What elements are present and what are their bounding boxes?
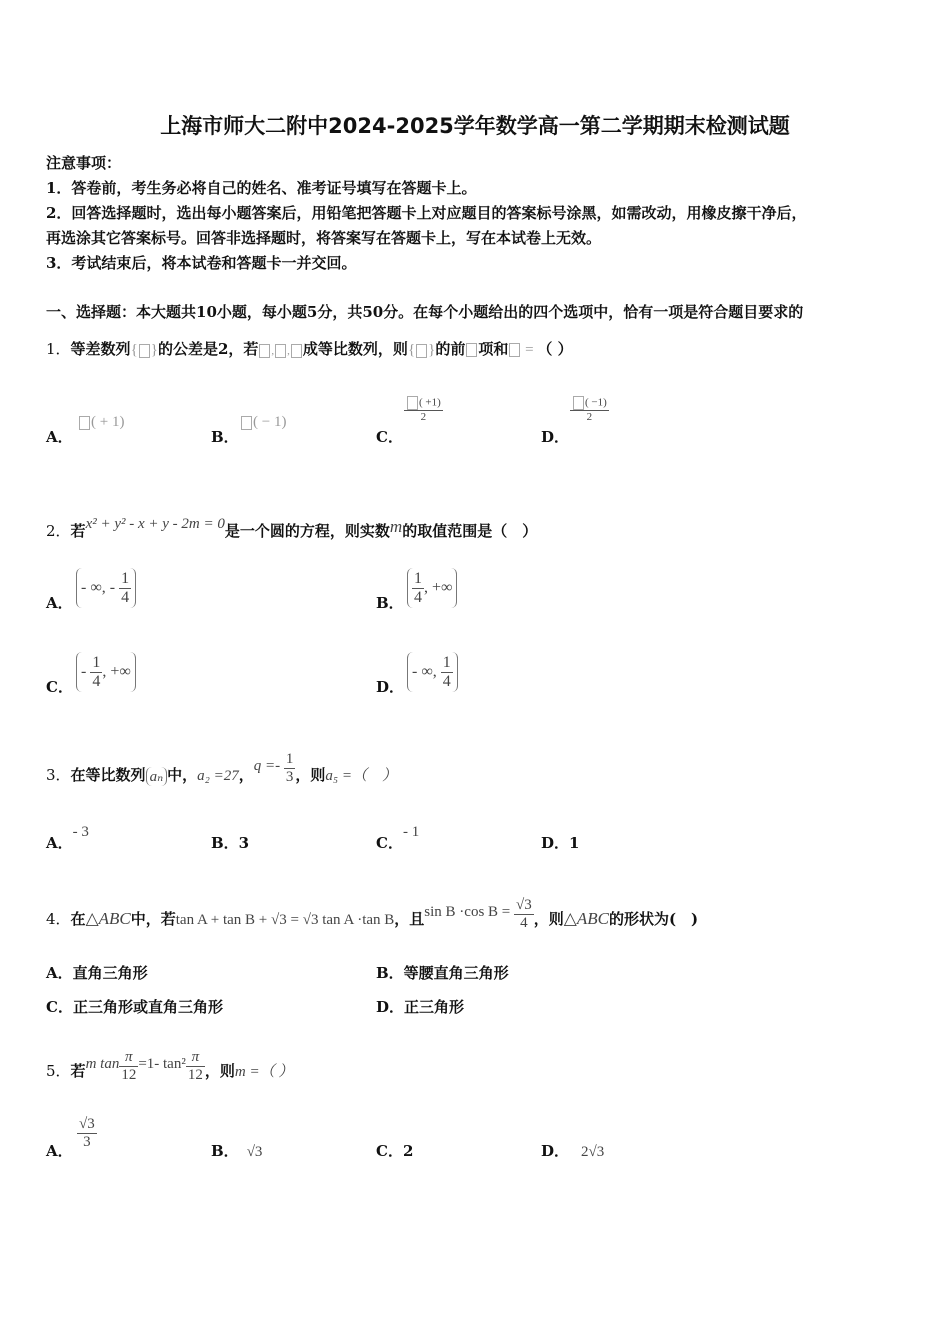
- q1-option-b[interactable]: B．: [211, 428, 239, 446]
- q1-option-d[interactable]: D．: [541, 428, 570, 446]
- q3-option-b[interactable]: B．3: [211, 834, 250, 852]
- q3-option-c[interactable]: C．- 1: [376, 824, 420, 852]
- a2-value: a₂ =27: [197, 768, 239, 784]
- q5-option-d[interactable]: D． 2√3: [541, 1142, 605, 1160]
- notice-item-2: 2．回答选择题时，选出每小题答案后，用铅笔把答题卡上对应题目的答案标号涂黑，如需改动，用橡皮擦干净后，: [46, 204, 807, 222]
- q2-option-d-expr: - ∞, $\frac{1}{4}$: [407, 652, 458, 692]
- notice-item-3: 3．考试结束后，将本试卷和答题卡一并交回。: [46, 254, 357, 272]
- triangle-abc: △ABC: [85, 909, 131, 928]
- q1-option-a-expr: ( + 1): [78, 414, 124, 431]
- section-heading: 一、选择题：本大题共10小题，每小题5分，共50分。在每个小题给出的四个选项中，恰有一项是符合题目要求的: [46, 303, 804, 321]
- q5-option-a-expr: $\frac{√3}{3}$: [79, 1116, 95, 1150]
- q3-option-d[interactable]: D．1: [541, 834, 580, 852]
- q5-option-c[interactable]: C．2: [376, 1142, 414, 1160]
- question-number: 1．: [46, 340, 71, 358]
- q2-option-d[interactable]: D．: [376, 678, 405, 696]
- q2-option-a[interactable]: A．: [46, 594, 73, 612]
- exam-title: 上海市师大二附中2024-2025学年数学高一第二学期期末检测试题: [160, 114, 790, 138]
- terms-symbol: , ,: [258, 345, 303, 357]
- notice-heading: 注意事项：: [46, 154, 122, 172]
- ratio-q: q =-: [253, 758, 284, 774]
- q2-option-b-expr: $\frac{1}{4}$ , +∞: [407, 568, 457, 608]
- question-2: 2．若x² + y² - x + y - 2m = 0是一个圆的方程，则实数m的取值范围是（ ）: [46, 516, 538, 540]
- notice-item-2-cont: 再选涂其它答案标号。回答非选择题时，将答案写在答题卡上，写在本试卷上无效。: [46, 229, 602, 247]
- q2-option-b[interactable]: B．: [376, 594, 404, 612]
- question-1: 1．等差数列{ }的公差是2，若 , , 成等比数列，则{ }的前 项和 = （ ）: [46, 340, 573, 358]
- q5-option-a[interactable]: A．: [46, 1142, 73, 1160]
- tan-equation: tan A + tan B + √3 = √3 tan A ·tan B: [175, 912, 395, 928]
- notice-item-1: 1．答卷前，考生务必将自己的姓名、准考证号填写在答题卡上。: [46, 179, 477, 197]
- question-3: 3．在等比数列 aₙ 中，a₂ =27，q =- $\frac{1}{3}$ ，则a₅ =（ ）: [46, 751, 398, 785]
- q1-option-c-expr: $\frac{( +1)}{2}$: [404, 396, 443, 423]
- circle-equation: x² + y² - x + y - 2m = 0: [85, 516, 225, 532]
- q1-option-a[interactable]: A．: [46, 428, 73, 446]
- q4-option-d[interactable]: D．正三角形: [376, 998, 465, 1016]
- q1-option-b-expr: ( − 1): [240, 414, 286, 431]
- question-4: 4．在△ABC中，若tan A + tan B + √3 = √3 tan A ·tan B，且sin B ·cos B = $\frac{√3}{4}$ ，则△ABC的形状为( ): [46, 897, 699, 931]
- q1-option-d-expr: $\frac{( -1)}{2}$: [570, 396, 609, 423]
- q1-option-c[interactable]: C．: [376, 428, 403, 446]
- q5-option-b[interactable]: B． √3: [211, 1142, 263, 1160]
- sequence-an: aₙ: [146, 767, 168, 786]
- q4-option-c[interactable]: C．正三角形或直角三角形: [46, 998, 223, 1016]
- sincos-equation: sin B ·cos B =: [424, 904, 515, 920]
- q2-option-c-expr: - $\frac{1}{4}$ , +∞: [76, 652, 136, 692]
- q4-option-b[interactable]: B．等腰直角三角形: [376, 964, 509, 982]
- q2-option-c[interactable]: C．: [46, 678, 73, 696]
- q2-option-a-expr: - ∞, - $\frac{1}{4}$: [76, 568, 136, 608]
- q3-option-a[interactable]: A．- 3: [46, 824, 89, 852]
- question-5: 5．若m tan $\frac{\pi}{12}$ =1- tan² $\frac{\pi}{12}$ ，则m =（ ）: [46, 1049, 294, 1083]
- sequence-symbol: { }: [130, 342, 158, 358]
- q4-option-a[interactable]: A．直角三角形: [46, 964, 148, 982]
